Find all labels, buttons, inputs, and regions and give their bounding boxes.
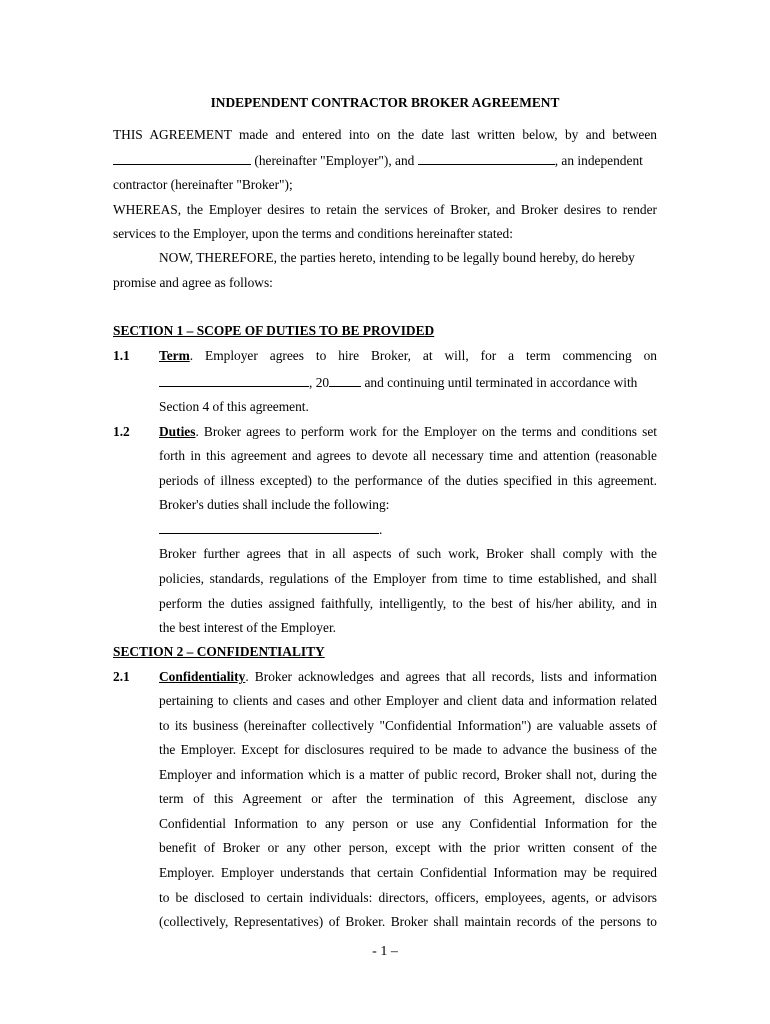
intro-employer-text: (hereinafter "Employer"), and <box>254 153 415 168</box>
duties-period: . <box>379 522 383 537</box>
broker-name-blank[interactable] <box>418 152 555 165</box>
year-prefix: , 20 <box>309 375 330 390</box>
employer-name-blank[interactable] <box>113 152 251 165</box>
section-2-heading: SECTION 2 – CONFIDENTIALITY <box>113 644 325 659</box>
clause-2-1-text: . Broker acknowledges and agrees that all records, lists and information <box>245 669 657 684</box>
document-title: INDEPENDENT CONTRACTOR BROKER AGREEMENT <box>210 95 560 110</box>
clause-2-1-number: 2.1 <box>113 669 130 684</box>
clause-1-1-line-3: Section 4 of this agreement. <box>159 399 309 414</box>
duties-blank-2[interactable] <box>289 521 371 534</box>
clause-1-2-text: . Broker agrees to perform work for the Employer on the terms and conditions set <box>195 424 657 439</box>
clause-1-2-line-1 <box>159 424 657 440</box>
clause-2-1-line-5: Employer and information which is a matter of public record, Broker shall not, during the <box>159 767 657 782</box>
clause-2-1-line-8: benefit of Broker or any other person, except with the prior written consent of the <box>159 840 657 855</box>
clause-2-1-line-1 <box>159 669 657 685</box>
clause-1-2-line-8: perform the duties assigned faithfully, intelligently, to the best of his/her ability, and in <box>159 596 657 611</box>
now-therefore-line-1: NOW, THEREFORE, the parties hereto, intending to be legally bound hereby, do hereby <box>159 250 635 265</box>
clause-2-1-line-10: to be disclosed to certain individuals: directors, officers, employees, agents, or advisors <box>159 890 657 905</box>
intro-line-1: THIS AGREEMENT made and entered into on the date last written below, by and between <box>113 127 657 142</box>
clause-1-2-line-5 <box>159 521 382 538</box>
clause-2-1-line-9: Employer. Employer understands that certain Confidential Information may be required <box>159 865 657 880</box>
clause-1-1-title: Term <box>159 348 190 363</box>
clause-1-1-line-2 <box>159 374 657 391</box>
clause-2-1-line-4: the Employer. Except for disclosures required to be made to advance the business of the <box>159 742 657 757</box>
whereas-line-2: services to the Employer, upon the terms and conditions hereinafter stated: <box>113 226 513 241</box>
clause-1-2-title: Duties <box>159 424 196 439</box>
clause-1-1-line-1 <box>159 348 657 364</box>
whereas-line-1: WHEREAS, the Employer desires to retain the services of Broker, and Broker desires to render <box>113 202 657 217</box>
clause-1-2-line-2: forth in this agreement and agrees to devote all necessary time and attention (reasonable <box>159 448 657 463</box>
now-therefore-line-2: promise and agree as follows: <box>113 275 273 290</box>
section-1-heading: SECTION 1 – SCOPE OF DUTIES TO BE PROVIDED <box>113 323 435 338</box>
clause-2-1-line-2: pertaining to clients and cases and other Employer and client data and information related <box>159 693 657 708</box>
duties-blank-1[interactable] <box>159 521 289 534</box>
clause-1-1-continuation: and continuing until terminated in accordance with <box>361 375 638 390</box>
clause-1-2-line-6: Broker further agrees that in all aspects of such work, Broker shall comply with the <box>159 546 657 561</box>
clause-2-1-line-11: (collectively, Representatives) of Broker. Broker shall maintain records of the persons to <box>159 914 657 929</box>
duties-blank-3[interactable] <box>371 521 379 534</box>
clause-1-2-line-7: policies, standards, regulations of the Employer from time to time established, and shall <box>159 571 657 586</box>
clause-1-1-number: 1.1 <box>113 348 130 363</box>
intro-line-2 <box>113 152 657 169</box>
clause-2-1-line-7: Confidential Information to any person or use any Confidential Information for the <box>159 816 657 831</box>
clause-1-2-line-9: the best interest of the Employer. <box>159 620 337 635</box>
clause-2-1-line-3: to its business (hereinafter collectively "Confidential Information") are valuable assets of <box>159 718 657 733</box>
intro-line-3: contractor (hereinafter "Broker"); <box>113 177 293 192</box>
term-year-blank[interactable] <box>329 374 361 387</box>
clause-1-2-number: 1.2 <box>113 424 130 439</box>
clause-1-2-line-3: periods of illness excepted) to the performance of the duties specified in this agreement. <box>159 473 657 488</box>
page-number: - 1 – <box>372 944 398 959</box>
clause-2-1-line-6: term of this Agreement or after the termination of this Agreement, disclose any <box>159 791 657 806</box>
intro-broker-text: , an independent <box>554 153 643 168</box>
clause-1-1-text: . Employer agrees to hire Broker, at will, for a term commencing on <box>189 348 657 363</box>
clause-1-2-line-4: Broker's duties shall include the following: <box>159 497 390 512</box>
term-start-date-blank[interactable] <box>159 374 309 387</box>
clause-2-1-title: Confidentiality <box>159 669 246 684</box>
